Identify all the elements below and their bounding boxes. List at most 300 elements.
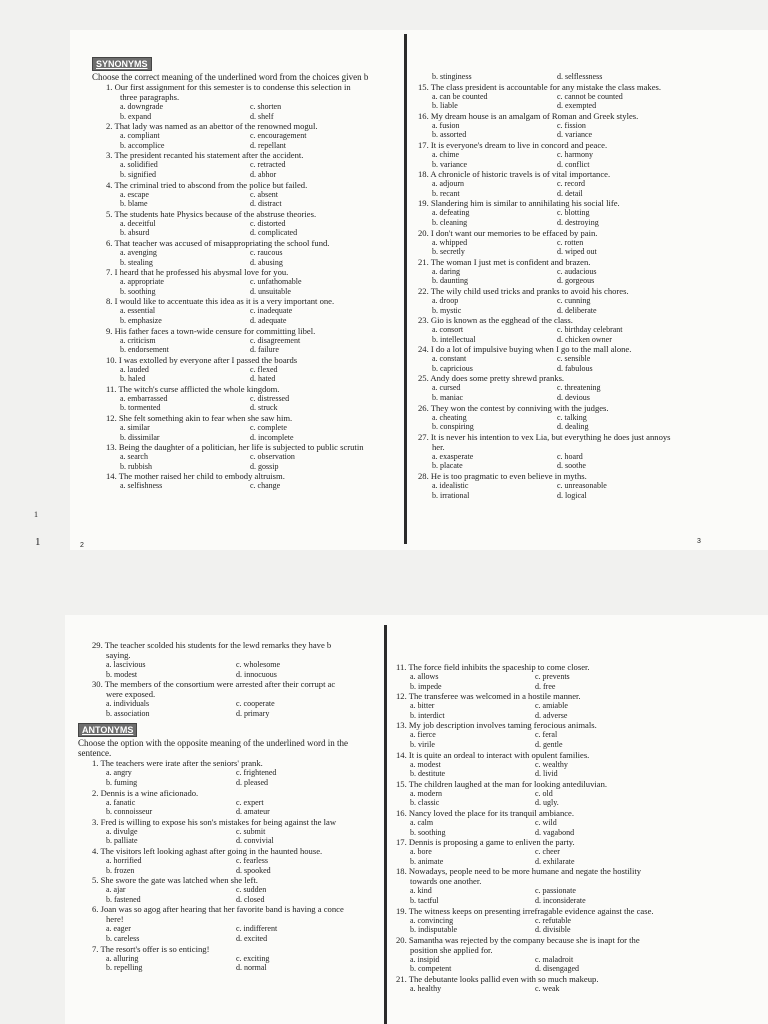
choice-b: b. placate [432,461,463,471]
choice-b: b. fastened [106,894,141,904]
question-text: 4. The criminal tried to abscond from the police but failed. [106,179,308,190]
answer-choices [92,102,408,121]
choice-b: b. recant [432,188,460,198]
question-text: 7. I heard that he professed his abysmal love for you. [106,267,289,278]
choice-b: b. virile [410,739,435,749]
question-item [92,384,408,413]
choice-c: c. hoard [557,451,583,461]
choice-c: c. inadequate [250,306,293,316]
answer-choices [92,924,384,943]
choice-d: d. logical [557,490,587,500]
choice-b: b. soothing [410,827,446,837]
choice-a: a. criticism [120,335,156,345]
question-text: 2. That lady was named as an abettor of the renowned mogul. [106,121,318,132]
choice-b: b. tormented [120,403,161,413]
question-item [396,662,696,691]
question-item [92,326,408,355]
choice-a: a. adjourn [432,179,464,189]
choice-b: b. stinginess [432,72,472,81]
choice-c: c. threatening [557,383,601,393]
answer-choices [418,452,718,471]
choice-c: c. observation [250,452,295,462]
answer-choices [396,916,696,935]
choice-d: d. soothe [557,461,586,471]
question-text: 13. My job description involves taming ferocious animals. [396,720,597,731]
scan-mark: 1 [35,536,41,548]
question-item [92,150,408,179]
answer-choices [92,856,384,875]
question-item [92,442,408,471]
question-item [92,944,384,973]
choice-c: c. wholesome [236,660,280,669]
answer-choices [418,296,718,315]
answer-choices [92,481,408,491]
choice-d: d. unsuitable [250,286,291,296]
question-text: 3. The president recanted his statement after the accident. [106,150,304,161]
choice-b: b. modest [106,669,138,679]
choice-b: b. animate [410,856,444,866]
question-text: 6. Joan was so agog after hearing that her favorite band is having a conce [92,904,344,915]
choice-b: b. assorted [432,130,467,140]
answer-choices [92,336,408,355]
choice-a: a. droop [432,295,459,305]
choice-b: b. secretly [432,247,465,257]
question-item [92,679,384,718]
answer-choices [92,306,408,325]
question-item [92,238,408,267]
choice-d: d. convivial [236,836,274,846]
question-item [92,355,408,384]
synonyms-instruction: Choose the correct meaning of the underlined word from the choices given b [92,72,369,82]
question-text: 1. The teachers were irate after the seniors' prank. [92,758,263,769]
choice-a: a. can be counted [432,91,488,101]
choice-b: b. mystic [432,305,462,315]
choice-a: a. escape [120,189,149,199]
choice-c: c. indifferent [236,924,278,934]
answer-choices [418,92,718,111]
answer-choices [396,701,696,720]
question-text: 5. The students hate Physics because of the abstruse theories. [106,208,317,219]
choice-a: a. lascivious [106,660,146,669]
choice-a: a. constant [432,354,467,364]
choice-c: c. distorted [250,218,286,228]
choice-d: d. incomplete [250,432,294,442]
choice-b: b. endorsement [120,345,169,355]
question-text: 8. I would like to accentuate this idea as it is a very important one. [106,296,335,307]
choice-c: c. rotten [557,237,584,247]
choice-c: c. unfathomable [250,277,302,287]
answer-choices [396,818,696,837]
question-text: 9. His father faces a town-wide censure for committing libel. [106,325,316,336]
question-item [396,974,696,994]
choice-a: a. ajar [106,885,126,895]
answer-choices [418,150,718,169]
choice-d: d. normal [236,963,267,973]
choice-c: c. blotting [557,208,590,218]
question-text: 11. The witch's curse afflicted the whole kingdom. [106,383,280,394]
choice-d: d. closed [236,894,265,904]
antonyms-instruction-cont: sentence. [78,748,112,759]
choice-c: c. wild [535,817,557,827]
choice-b: b. expand [120,111,152,121]
answer-choices [418,383,718,402]
answer-choices [92,423,408,442]
question-item [396,935,696,974]
answer-choices [92,699,384,718]
question-item [92,121,408,150]
choice-d: d. distract [250,199,282,209]
choice-d: d. divisible [535,925,571,935]
question-text-cont: here! [106,914,124,925]
choice-b: b. frozen [106,865,135,875]
section-title-antonyms: ANTONYMS [78,723,137,737]
question-item [92,640,384,679]
answer-choices [418,354,718,373]
choice-a: a. fusion [432,120,460,130]
question-text: 17. It is everyone's dream to live in concord and peace. [418,139,608,150]
answer-choices [418,325,718,344]
choice-c: c. passionate [535,886,576,896]
question-item [396,906,696,935]
answer-choices [92,885,384,904]
question-item [396,837,696,866]
choice-c: c. unreasonable [557,481,607,491]
question-item [418,403,718,432]
choice-d: d. wiped out [557,247,597,257]
choice-d: d. adverse [535,710,568,720]
question-text: 12. The transferee was welcomed in a hostile manner. [396,691,581,702]
choice-d: d. primary [236,708,270,718]
question-text-cont: saying. [106,650,131,660]
choice-d: d. variance [557,130,593,140]
answer-choices [418,179,718,198]
choice-b: b. capricious [432,363,473,373]
choice-a: a. idealistic [432,481,469,491]
choice-a: a. embarrassed [120,393,168,403]
choice-a: a. cursed [432,383,461,393]
page-number-left: 2 [80,542,84,549]
question-item [418,111,718,140]
choice-c: c. shorten [250,102,282,111]
question-item [92,413,408,442]
question-text: 21. The woman I just met is confident and brazen. [418,256,591,267]
answer-choices [92,452,408,471]
choice-a: a. avenging [120,247,157,257]
question-text: 23. Gio is known as the egghead of the class. [418,315,573,326]
choice-a: a. essential [120,306,156,316]
question-text: 16. Nancy loved the place for its tranquil ambiance. [396,807,575,818]
question-item [92,82,408,121]
question-item [418,82,718,111]
choice-a: a. compliant [120,131,160,141]
question-text: 12. She felt something akin to fear when she saw him. [106,413,293,424]
choice-a: a. defeating [432,208,470,218]
question-text-cont: towards one another. [410,876,482,887]
choice-a: a. convincing [410,915,454,925]
choice-d: d. gorgeous [557,276,595,286]
choice-c: c. sensible [557,354,591,364]
choice-c: c. weak [535,983,560,993]
question-item [418,471,718,500]
choice-c: c. birthday celebrant [557,325,623,335]
question-list [418,72,718,500]
answer-choices [92,190,408,209]
question-text: 6. That teacher was accused of misappropriating the school fund. [106,237,330,248]
choice-c: c. audacious [557,266,597,276]
choice-d: d. gentle [535,739,563,749]
choice-a: a. cheating [432,412,467,422]
question-text: 15. The class president is accountable for any mistake the class makes. [418,81,662,92]
question-list [92,82,408,491]
question-item [418,315,718,344]
choice-b: b. tactful [410,895,439,905]
answer-choices [418,481,718,500]
choice-a: a. healthy [410,983,442,993]
question-item [418,140,718,169]
choice-c: c. exciting [236,953,270,963]
question-text: 1. Our first assignment for this semester is to condense this selection in [106,82,351,92]
choice-a: a. alluring [106,953,139,963]
choice-a: a. daring [432,266,460,276]
answer-choices [396,955,696,974]
answer-choices [92,798,384,817]
choice-a: a. angry [106,768,132,778]
scan-mark: 1 [34,510,38,519]
question-text: 15. The children laughed at the man for looking antediluvian. [396,778,608,789]
answer-choices [92,248,408,267]
question-text: 16. My dream house is an amalgam of Roman and Greek styles. [418,110,639,121]
antonyms-right-column [396,662,696,993]
question-list [92,758,384,972]
choice-b: b. maniac [432,393,464,403]
choice-b: b. conspiring [432,422,474,432]
question-text: 11. The force field inhibits the spaceship to come closer. [396,662,590,672]
choice-b: b. accomplice [120,140,165,150]
choice-d: d. complicated [250,228,298,238]
choice-c: c. absent [250,189,278,199]
question-item [396,691,696,720]
question-item [396,808,696,837]
choice-c: c. frightened [236,768,277,778]
question-item [92,817,384,846]
choice-b: b. cleaning [432,217,468,227]
choice-c: c. submit [236,826,266,836]
choice-c: c. old [535,788,553,798]
answer-choices [396,886,696,905]
choice-a: a. similar [120,423,150,433]
answer-choices [396,672,696,691]
question-text-cont: position she applied for. [410,944,493,955]
question-item [418,198,718,227]
question-text: 3. Fred is willing to expose his son's mistakes for being against the law [92,816,337,827]
choice-d: d. adequate [250,315,287,325]
question-item [396,750,696,779]
question-text: 19. The witness keeps on presenting irrefragable evidence against the case. [396,905,654,916]
question-item [92,904,384,943]
choice-a: a. exasperate [432,451,474,461]
choice-d: d. failure [250,345,279,355]
answer-choices [92,277,408,296]
question-text: 10. I was extolled by everyone after I passed the boards [106,354,298,365]
choice-d: d. excited [236,933,268,943]
choice-c: c. fearless [236,855,268,865]
question-item [92,180,408,209]
question-text: 28. He is too pragmatic to even believe in myths. [418,471,587,482]
section-title-synonyms: SYNONYMS [92,57,152,71]
choice-a: a. kind [410,886,432,896]
question-text: 18. Nowadays, people need to be more humane and negate the hostility [396,866,642,877]
choice-a: a. modest [410,759,441,769]
choice-d: d. struck [250,403,278,413]
choice-a: a. insipid [410,954,440,964]
choice-a: a. fierce [410,730,436,740]
answer-choices [418,267,718,286]
question-text: 26. They won the contest by conniving with the judges. [418,402,609,413]
answer-choices [396,730,696,749]
choice-d: d. innocuous [236,669,277,679]
choice-d: d. ugly. [535,798,559,808]
choice-d: d. devious [557,393,590,403]
choice-c: c. flexed [250,364,278,374]
choice-d: d. shelf [250,111,274,121]
question-item [92,209,408,238]
choice-d: d. selflessness [557,72,603,81]
choice-d: d. abhor [250,169,277,179]
answer-choices [418,238,718,257]
question-item [396,779,696,808]
choice-a: a. eager [106,924,131,934]
choice-c: c. fission [557,120,586,130]
answer-choices [396,760,696,779]
question-item [418,344,718,373]
choice-b: b. impede [410,681,442,691]
question-text: 20. I don't want our memories to be effaced by pain. [418,227,598,238]
choice-b: b. repelling [106,963,143,973]
answer-choices [92,954,384,973]
choice-b: b. indisputable [410,925,458,935]
question-item [92,788,384,817]
question-text: 19. Slandering him is similar to annihilating his social life. [418,198,620,209]
choice-a: a. fanatic [106,797,136,807]
choice-a: a. modern [410,788,442,798]
question-item [418,432,718,471]
choice-c: c. cheer [535,847,560,857]
question-item [396,866,696,905]
choice-d: d. inconsiderate [535,895,586,905]
question-item [418,72,718,82]
choice-c: c. sudden [236,885,267,895]
question-item [418,373,718,402]
question-list [92,640,384,718]
question-item [92,296,408,325]
choice-d: d. chicken owner [557,334,612,344]
choice-d: d. fabulous [557,363,593,373]
choice-c: c. complete [250,423,287,433]
choice-d: d. livid [535,769,558,779]
question-item [92,758,384,787]
choice-a: a. search [120,452,148,462]
choice-b: b. rubbish [120,461,152,471]
choice-a: a. calm [410,817,434,827]
choice-c: c. encouragement [250,131,307,141]
question-list [396,662,696,993]
question-item [92,875,384,904]
choice-a: a. appropriate [120,277,164,287]
choice-b: b. classic [410,798,440,808]
choice-d: d. abusing [250,257,283,267]
question-item [92,846,384,875]
synonyms-right-column [418,72,718,500]
choice-b: b. irrational [432,490,470,500]
choice-d: d. deliberate [557,305,597,315]
choice-d: d. exhilarate [535,856,575,866]
choice-c: c. cooperate [236,699,275,709]
choice-b: b. blame [120,199,148,209]
question-item [396,720,696,749]
choice-c: c. talking [557,412,587,422]
synonyms-left-column [92,54,408,491]
choice-d: d. destroying [557,217,599,227]
question-text: 24. I do a lot of impulsive buying when I go to the mall alone. [418,344,632,355]
question-text: 21. The debutante looks pallid even with so much makeup. [396,973,599,984]
choice-d: d. dealing [557,422,589,432]
answer-choices [92,160,408,179]
answer-choices [418,208,718,227]
choice-a: a. divulge [106,826,138,836]
choice-a: a. consort [432,325,464,335]
choice-c: c. harmony [557,149,593,159]
choice-c: c. feral [535,730,558,740]
question-text: 5. She swore the gate was latched when she left. [92,875,258,886]
choice-a: a. chime [432,149,460,159]
question-item [418,257,718,286]
choice-b: b. palliate [106,836,138,846]
choice-c: c. expert [236,797,264,807]
choice-c: c. refutable [535,915,571,925]
bottom-left-column [78,640,384,973]
choice-d: d. hated [250,374,276,384]
choice-a: a. downgrade [120,102,164,111]
choice-a: a. bitter [410,701,435,711]
choice-b: b. careless [106,933,140,943]
answer-choices [396,984,696,994]
choice-c: c. amiable [535,701,568,711]
choice-b: b. emphasize [120,315,162,325]
answer-choices [396,789,696,808]
choice-b: b. soothing [120,286,156,296]
question-text: 14. The mother raised her child to embody altruism. [106,471,285,482]
choice-b: b. fuming [106,777,138,787]
choice-b: b. haled [120,374,146,384]
question-text-cont: were exposed. [106,689,156,700]
question-item [92,471,408,491]
answer-choices [418,413,718,432]
choice-c: c. prevents [535,672,570,681]
choice-d: d. pleased [236,777,268,787]
question-text-cont: three paragraphs. [120,92,180,102]
question-item [418,286,718,315]
choice-b: b. stealing [120,257,153,267]
answer-choices [92,219,408,238]
choice-b: b. liable [432,101,458,111]
choice-c: c. disagreement [250,335,301,345]
choice-d: d. amateur [236,807,270,817]
question-text: 20. Samantha was rejected by the company because she is inapt for the [396,934,640,945]
choice-d: d. exempted [557,101,597,111]
choice-b: b. destitute [410,769,446,779]
question-text: 25. Andy does some pretty shrewd pranks. [418,373,565,384]
answer-choices [396,847,696,866]
